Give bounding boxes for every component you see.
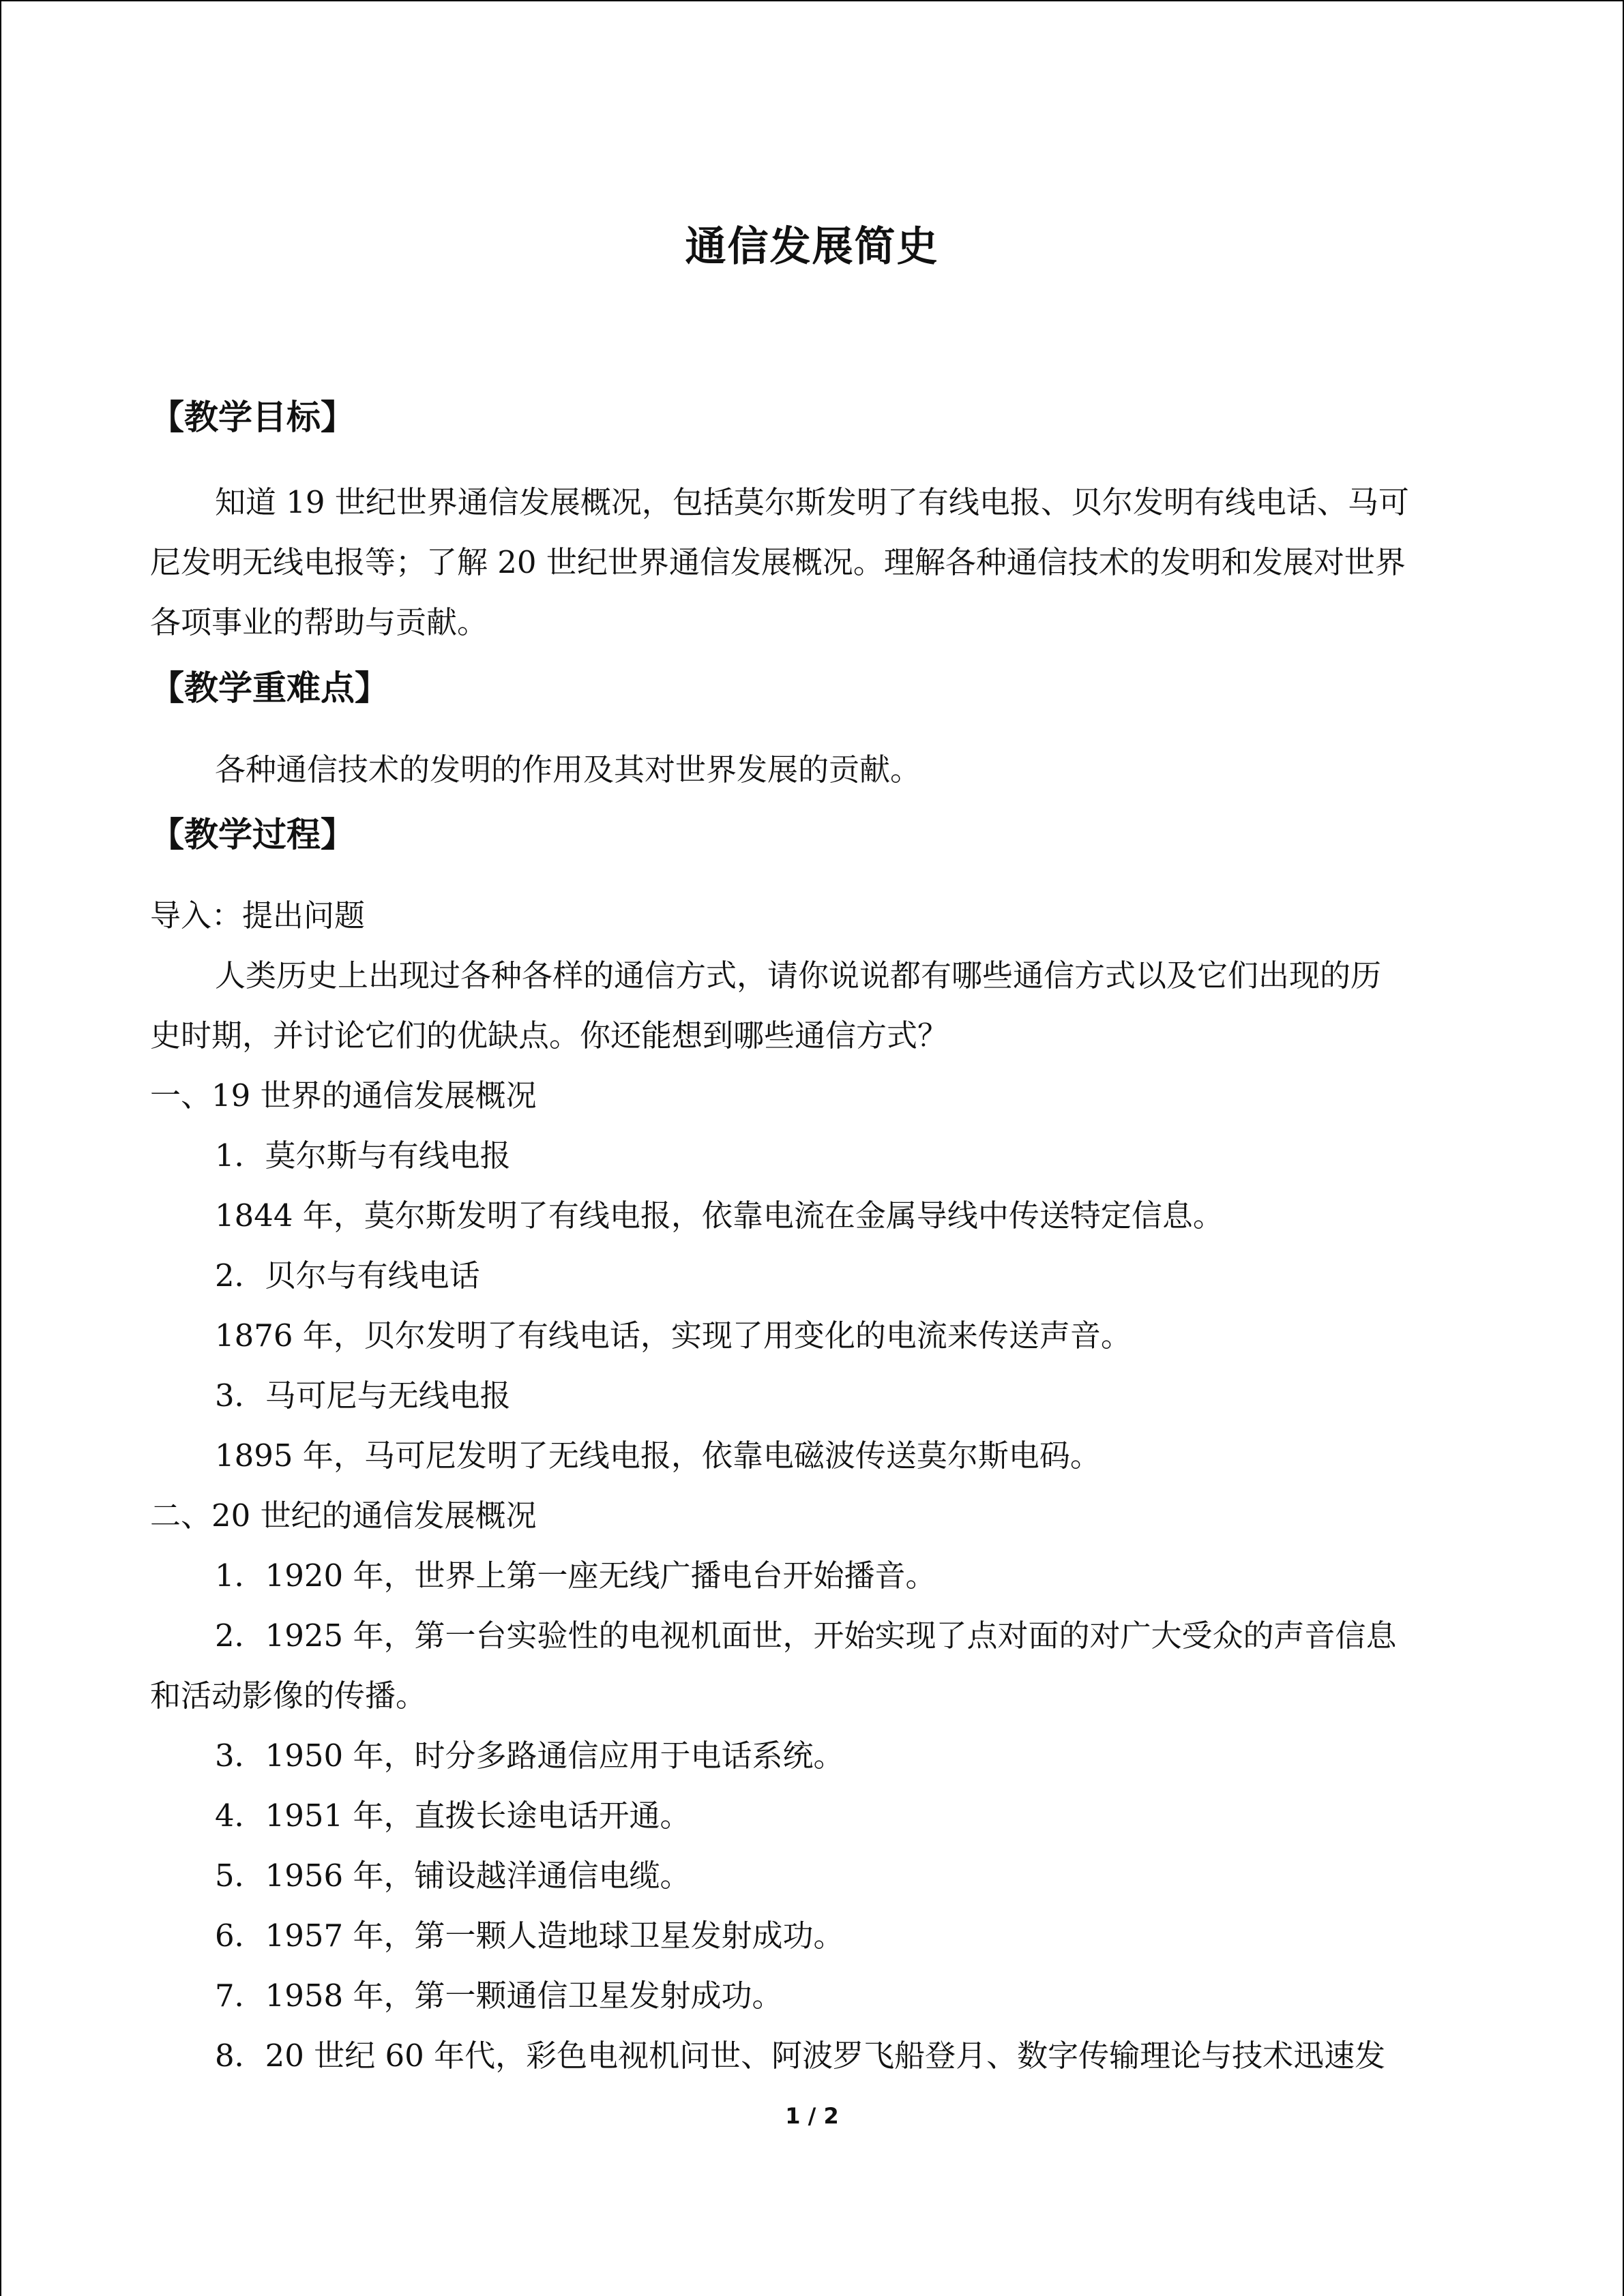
key-points-text: 各种通信技术的发明的作用及其对世界发展的贡献。 [215, 751, 921, 788]
intro-line-1: 人类历史上出现过各种各样的通信方式，请你说说都有哪些通信方式以及它们出现的历 [215, 957, 1382, 994]
section-heading-key-points: 【教学重难点】 [150, 668, 389, 708]
part2-heading: 二、20 世纪的通信发展概况 [150, 1497, 537, 1534]
part2-item: 7．1958 年，第一颗通信卫星发射成功。 [215, 1978, 783, 2014]
part2-item: 4．1951 年，直拨长途电话开通。 [215, 1798, 691, 1834]
part1-item-text: 1895 年，马可尼发明了无线电报，依靠电磁波传送莫尔斯电码。 [215, 1437, 1101, 1474]
part2-item: 2．1925 年，第一台实验性的电视机面世，开始实现了点对面的对广大受众的声音信息 [215, 1617, 1397, 1654]
section-heading-process: 【教学过程】 [150, 815, 355, 854]
part1-item-text: 1844 年，莫尔斯发明了有线电报，依靠电流在金属导线中传送特定信息。 [215, 1197, 1224, 1234]
document-title: 通信发展简史 [685, 223, 939, 271]
part2-item: 1．1920 年，世界上第一座无线广播电台开始播音。 [215, 1557, 936, 1594]
objectives-line-3: 各项事业的帮助与贡献。 [150, 604, 488, 640]
part1-item-title: 1．莫尔斯与有线电报 [215, 1137, 511, 1174]
part1-item-text: 1876 年，贝尔发明了有线电话，实现了用变化的电流来传送声音。 [215, 1317, 1132, 1354]
intro-label: 导入：提出问题 [150, 897, 366, 934]
part1-item-title: 2．贝尔与有线电话 [215, 1257, 480, 1294]
part2-item: 8．20 世纪 60 年代，彩色电视机问世、阿波罗飞船登月、数字传输理论与技术迅速发 [215, 2038, 1386, 2074]
page-number: 1 / 2 [785, 2103, 839, 2129]
section-heading-objectives: 【教学目标】 [150, 398, 355, 437]
part2-item: 3．1950 年，时分多路通信应用于电话系统。 [215, 1738, 844, 1774]
part1-item-title: 3．马可尼与无线电报 [215, 1377, 511, 1414]
objectives-line-2: 尼发明无线电报等；了解 20 世纪世界通信发展概况。理解各种通信技术的发明和发展对世界 [150, 544, 1406, 580]
part2-item-continuation: 和活动影像的传播。 [150, 1678, 427, 1714]
part2-item: 5．1956 年，铺设越洋通信电缆。 [215, 1858, 691, 1894]
part1-heading: 一、19 世界的通信发展概况 [150, 1077, 537, 1114]
intro-line-2: 史时期，并讨论它们的优缺点。你还能想到哪些通信方式？ [150, 1017, 949, 1054]
part2-item: 6．1957 年，第一颗人造地球卫星发射成功。 [215, 1918, 844, 1954]
objectives-line-1: 知道 19 世纪世界通信发展概况，包括莫尔斯发明了有线电报、贝尔发明有线电话、马可 [215, 484, 1409, 520]
